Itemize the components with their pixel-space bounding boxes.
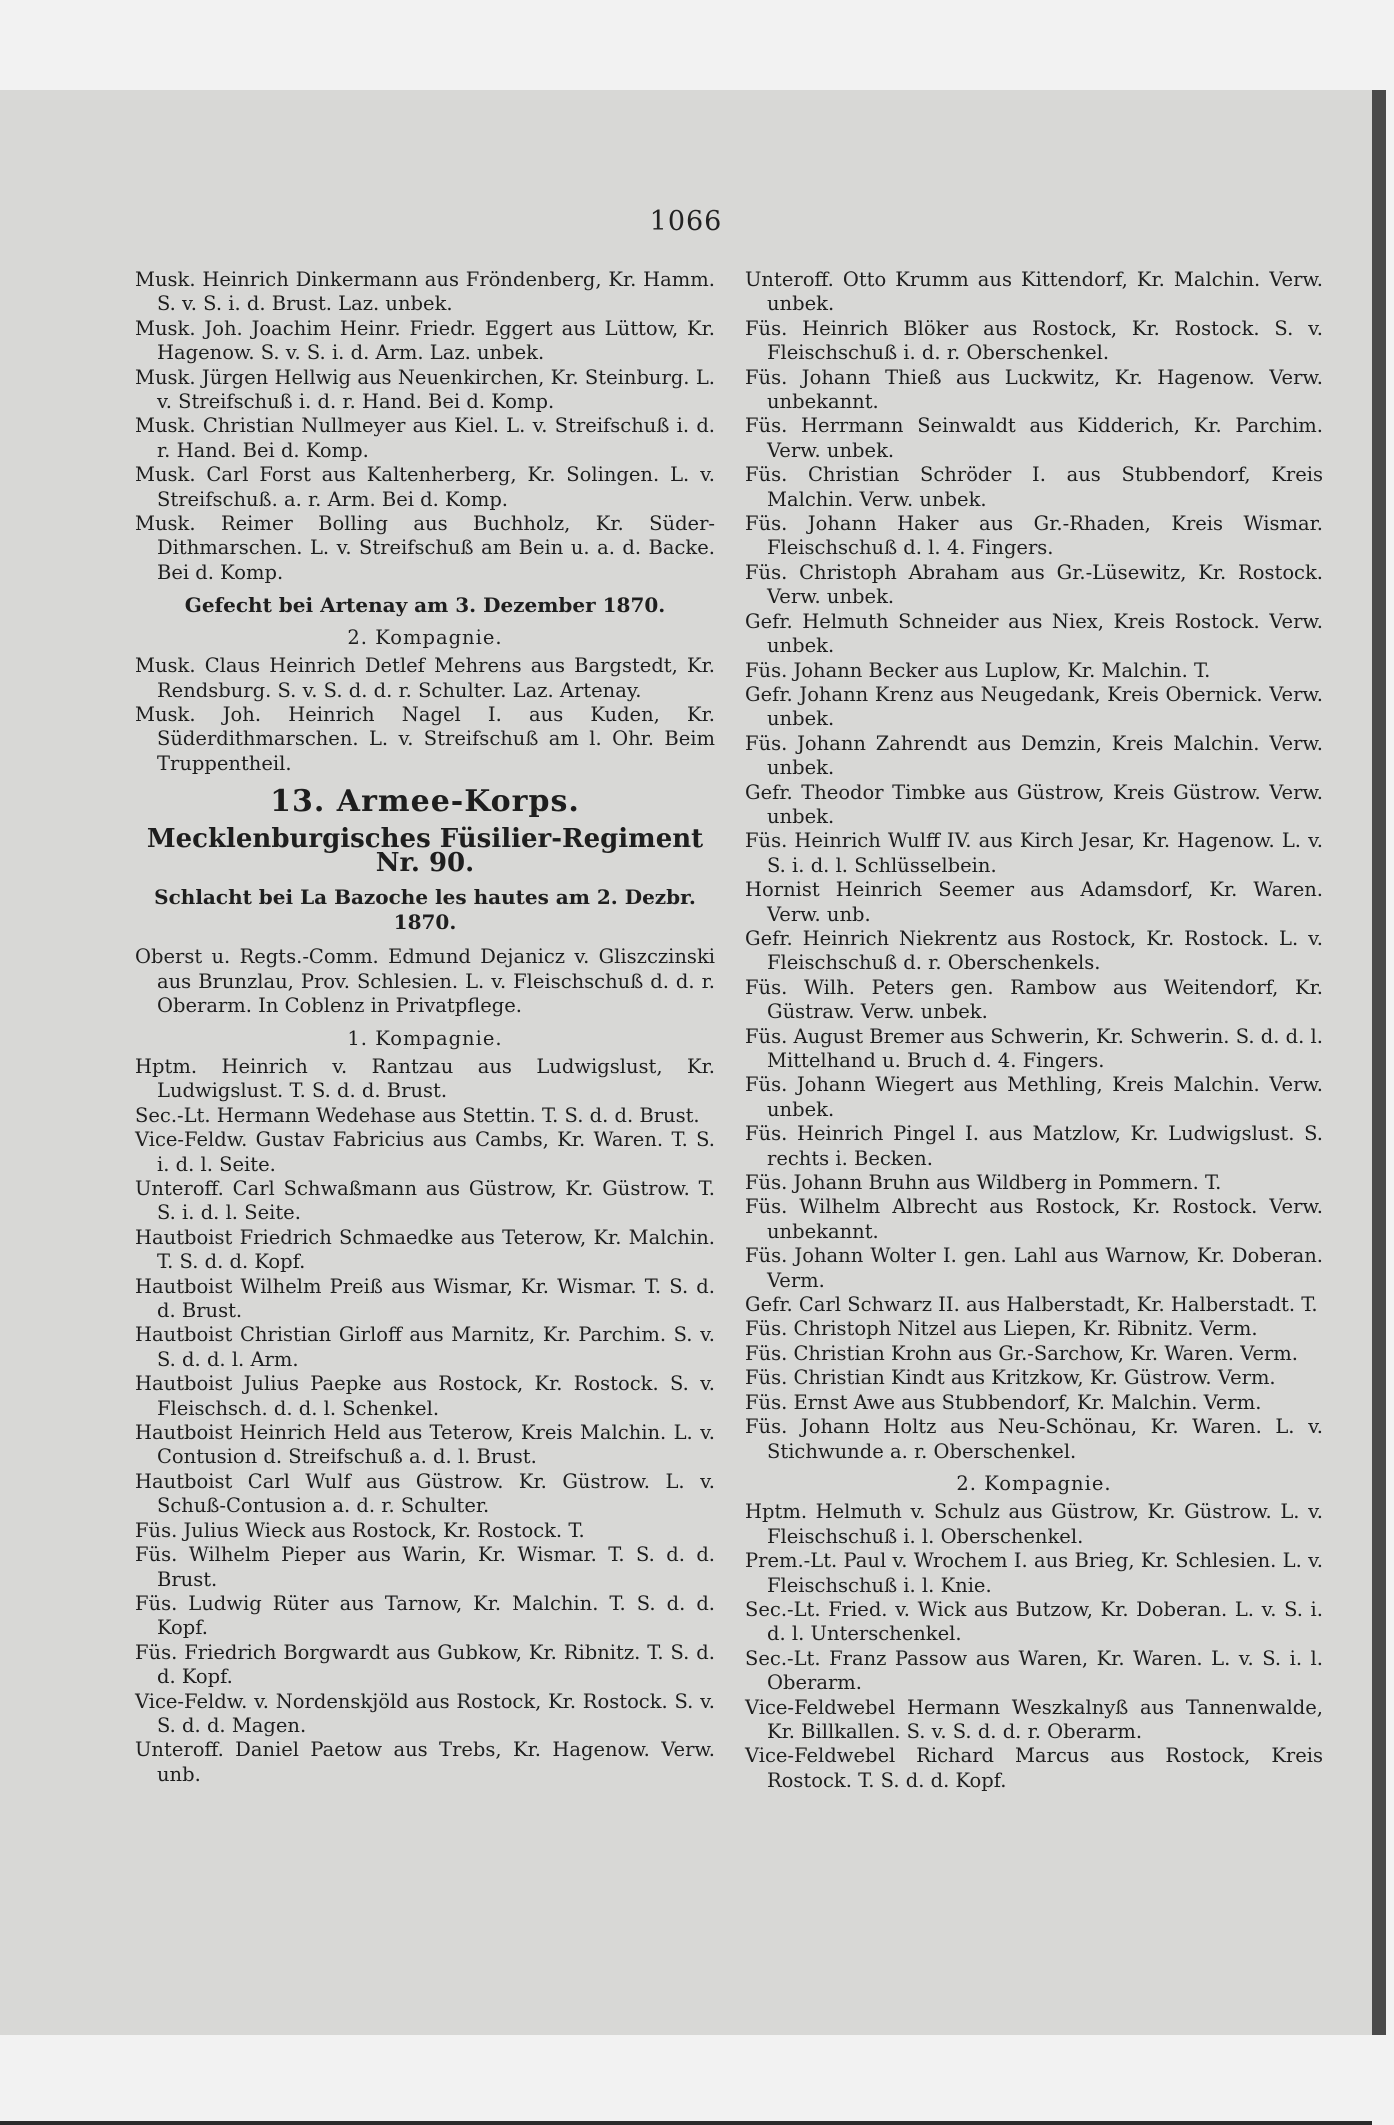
casualty-entry: Musk. Joh. Joachim Heinr. Friedr. Eggert aus Lüttow, Kr. Hagenow. S. v. S. i. d. Arm. Laz. unbek. (135, 316, 715, 365)
company-heading: 1. Kompagnie. (347, 1026, 503, 1050)
corps-heading: 13. Armee-Korps. (270, 784, 580, 820)
right-column (745, 268, 1323, 1793)
casualty-entry: Unteroff. Otto Krumm aus Kittendorf, Kr. Malchin. Verw. unbek. (745, 268, 1323, 316)
casualty-entry: Füs. Christoph Abraham aus Gr.-Lüsewitz, Kr. Rostock. Verw. unbek. (745, 560, 1323, 609)
page-number: 1066 (649, 206, 723, 237)
casualty-entry: Musk. Heinrich Dinkermann aus Fröndenberg, Kr. Hamm. S. v. S. i. d. Brust. Laz. unbek. (135, 268, 715, 316)
bottom-margin (0, 2035, 1394, 2121)
casualty-entry: Gefr. Johann Krenz aus Neugedank, Kreis Obernick. Verw. unbek. (745, 682, 1323, 731)
casualty-entry: Füs. Herrmann Seinwaldt aus Kidderich, Kr. Parchim. Verw. unbek. (745, 414, 1323, 462)
casualty-entry: Sec.-Lt. Hermann Wedehase aus Stettin. T. S. d. d. Brust. (135, 1103, 700, 1127)
casualty-entry: Hautboist Heinrich Held aus Teterow, Kreis Malchin. L. v. Contusion d. Streifschuß a. d. l. Brust. (135, 1421, 715, 1469)
casualty-entry: Musk. Carl Forst aus Kaltenherberg, Kr. Solingen. L. v. Streifschuß. a. r. Arm. Bei d. Komp. (135, 463, 715, 511)
casualty-entry: Vice-Feldwebel Richard Marcus aus Rostock, Kreis Rostock. T. S. d. d. Kopf. (745, 1744, 1323, 1792)
left-column (135, 268, 715, 1787)
casualty-entry: Füs. Wilhelm Pieper aus Warin, Kr. Wismar. T. S. d. d. Brust. (135, 1543, 715, 1591)
casualty-entry: Hautboist Julius Paepke aus Rostock, Kr. Rostock. S. v. Fleischsch. d. d. l. Schenkel. (135, 1372, 715, 1420)
casualty-entry: Füs. Johann Thieß aus Luckwitz, Kr. Hagenow. Verw. unbekannt. (745, 365, 1323, 414)
casualty-entry: Musk. Joh. Heinrich Nagel I. aus Kuden, Kr. Süderdithmarschen. L. v. Streifschuß am l. Ohr. Beim Truppentheil. (135, 702, 715, 775)
casualty-entry: Hptm. Helmuth v. Schulz aus Güstrow, Kr. Güstrow. L. v. Fleischschuß i. l. Oberschenkel. (745, 1500, 1323, 1548)
casualty-entry: Füs. August Bremer aus Schwerin, Kr. Schwerin. S. d. d. l. Mittelhand u. Bruch d. 4. Fingers. (745, 1024, 1323, 1072)
casualty-entry: Prem.-Lt. Paul v. Wrochem I. aus Brieg, Kr. Schlesien. L. v. Fleischschuß i. l. Knie. (745, 1549, 1323, 1597)
casualty-entry: Füs. Ernst Awe aus Stubbendorf, Kr. Malchin. Verm. (745, 1390, 1262, 1414)
casualty-entry: Sec.-Lt. Franz Passow aus Waren, Kr. Waren. L. v. S. i. l. Oberarm. (745, 1646, 1323, 1695)
casualty-entry: Füs. Friedrich Borgwardt aus Gubkow, Kr. Ribnitz. T. S. d. d. Kopf. (135, 1640, 715, 1689)
casualty-entry: Füs. Heinrich Pingel I. aus Matzlow, Kr. Ludwigslust. S. rechts i. Becken. (745, 1122, 1323, 1170)
casualty-entry: Gefr. Theodor Timbke aus Güstrow, Kreis Güstrow. Verw. unbek. (745, 780, 1323, 828)
casualty-entry: Füs. Christian Krohn aus Gr.-Sarchow, Kr. Waren. Verm. (745, 1341, 1298, 1365)
casualty-entry: Oberst u. Regts.-Comm. Edmund Dejanicz v. Gliszczinski aus Brunzlau, Prov. Schlesien. L. v. Fleischschuß d. d. r. Oberarm. In Coblenz in Privatpflege. (135, 945, 715, 1018)
casualty-entry: Gefr. Carl Schwarz II. aus Halberstadt, Kr. Halberstadt. T. (745, 1293, 1318, 1317)
casualty-entry: Sec.-Lt. Fried. v. Wick aus Butzow, Kr. Doberan. L. v. S. i. d. l. Unterschenkel. (745, 1597, 1323, 1646)
casualty-entry: Füs. Johann Holtz aus Neu-Schönau, Kr. Waren. L. v. Stichwunde a. r. Oberschenkel. (745, 1415, 1323, 1463)
casualty-entry: Füs. Heinrich Wulff IV. aus Kirch Jesar, Kr. Hagenow. L. v. S. i. d. l. Schlüsselbein. (745, 829, 1323, 877)
casualty-entry: Musk. Christian Nullmeyer aus Kiel. L. v. Streifschuß i. d. r. Hand. Bei d. Komp. (135, 414, 715, 462)
casualty-entry: Hautboist Carl Wulf aus Güstrow. Kr. Güstrow. L. v. Schuß-Contusion a. d. r. Schulter. (135, 1469, 715, 1518)
casualty-entry: Hautboist Christian Girloff aus Marnitz, Kr. Parchim. S. v. S. d. d. l. Arm. (135, 1323, 715, 1371)
casualty-entry: Gefr. Heinrich Niekrentz aus Rostock, Kr. Rostock. L. v. Fleischschuß d. r. Oberschenkels. (745, 926, 1323, 975)
casualty-entry: Musk. Jürgen Hellwig aus Neuenkirchen, Kr. Steinburg. L. v. Streifschuß i. d. r. Hand. Bei d. Komp. (135, 365, 715, 414)
casualty-entry: Füs. Johann Becker aus Luplow, Kr. Malchin. T. (745, 658, 1211, 682)
casualty-entry: Hptm. Heinrich v. Rantzau aus Ludwigslust, Kr. Ludwigslust. T. S. d. d. Brust. (135, 1054, 715, 1103)
casualty-entry: Füs. Johann Bruhn aus Wildberg in Pommern. T. (745, 1171, 1222, 1195)
casualty-entry: Unteroff. Daniel Paetow aus Trebs, Kr. Hagenow. Verw. unb. (135, 1738, 715, 1786)
regiment-heading: Mecklenburgisches Füsilier-Regiment Nr. 90. (146, 823, 704, 878)
casualty-entry: Füs. Julius Wieck aus Rostock, Kr. Rostock. T. (135, 1518, 585, 1542)
casualty-entry: Füs. Christian Kindt aus Kritzkow, Kr. Güstrow. Verm. (745, 1366, 1276, 1390)
casualty-entry: Hautboist Friedrich Schmaedke aus Teterow, Kr. Malchin. T. S. d. d. Kopf. (135, 1225, 715, 1274)
casualty-entry: Füs. Johann Zahrendt aus Demzin, Kreis Malchin. Verw. unbek. (745, 731, 1323, 780)
casualty-entry: Füs. Christian Schröder I. aus Stubbendorf, Kreis Malchin. Verw. unbek. (745, 463, 1323, 511)
section-heading: Gefecht bei Artenay am 3. Dezember 1870. (184, 593, 666, 618)
casualty-entry: Füs. Wilhelm Albrecht aus Rostock, Kr. Rostock. Verw. unbekannt. (745, 1195, 1323, 1243)
casualty-entry: Hornist Heinrich Seemer aus Adamsdorf, Kr. Waren. Verw. unb. (745, 878, 1323, 926)
document-page (0, 90, 1386, 2035)
casualty-entry: Füs. Ludwig Rüter aus Tarnow, Kr. Malchin. T. S. d. d. Kopf. (135, 1591, 715, 1640)
casualty-entry: Füs. Christoph Nitzel aus Liepen, Kr. Ribnitz. Verm. (745, 1317, 1258, 1341)
casualty-entry: Vice-Feldw. Gustav Fabricius aus Cambs, Kr. Waren. T. S. i. d. l. Seite. (135, 1128, 715, 1176)
casualty-entry: Musk. Claus Heinrich Detlef Mehrens aus Bargstedt, Kr. Rendsburg. S. v. S. d. d. r. Schulter. Laz. Artenay. (135, 654, 715, 702)
casualty-entry: Musk. Reimer Bolling aus Buchholz, Kr. Süder-Dithmarschen. L. v. Streifschuß am Bein u. a. d. Backe. Bei d. Komp. (135, 512, 715, 584)
casualty-entry: Vice-Feldw. v. Nordenskjöld aus Rostock, Kr. Rostock. S. v. S. d. d. Magen. (135, 1689, 715, 1737)
casualty-entry: Füs. Johann Haker aus Gr.-Rhaden, Kreis Wismar. Fleischschuß d. l. 4. Fingers. (745, 512, 1323, 560)
battle-heading: Schlacht bei La Bazoche les hautes am 2. Dezbr. 1870. (154, 885, 696, 935)
casualty-entry: Hautboist Wilhelm Preiß aus Wismar, Kr. Wismar. T. S. d. d. Brust. (135, 1274, 715, 1323)
company-heading: 2. Kompagnie. (347, 625, 503, 649)
casualty-entry: Füs. Heinrich Blöker aus Rostock, Kr. Rostock. S. v. Fleischschuß i. d. r. Oberschenkel. (745, 316, 1323, 365)
casualty-entry: Gefr. Helmuth Schneider aus Niex, Kreis Rostock. Verw. unbek. (745, 609, 1323, 658)
company-heading: 2. Kompagnie. (956, 1471, 1112, 1495)
casualty-entry: Unteroff. Carl Schwaßmann aus Güstrow, Kr. Güstrow. T. S. i. d. l. Seite. (135, 1177, 715, 1225)
casualty-entry: Füs. Johann Wiegert aus Methling, Kreis Malchin. Verw. unbek. (745, 1073, 1323, 1121)
casualty-entry: Füs. Johann Wolter I. gen. Lahl aus Warnow, Kr. Doberan. Verm. (745, 1244, 1323, 1292)
casualty-entry: Vice-Feldwebel Hermann Weszkalnyß aus Tannenwalde, Kr. Billkallen. S. v. S. d. d. r. Oberarm. (745, 1695, 1323, 1743)
casualty-entry: Füs. Wilh. Peters gen. Rambow aus Weitendorf, Kr. Güstraw. Verw. unbek. (745, 975, 1323, 1024)
